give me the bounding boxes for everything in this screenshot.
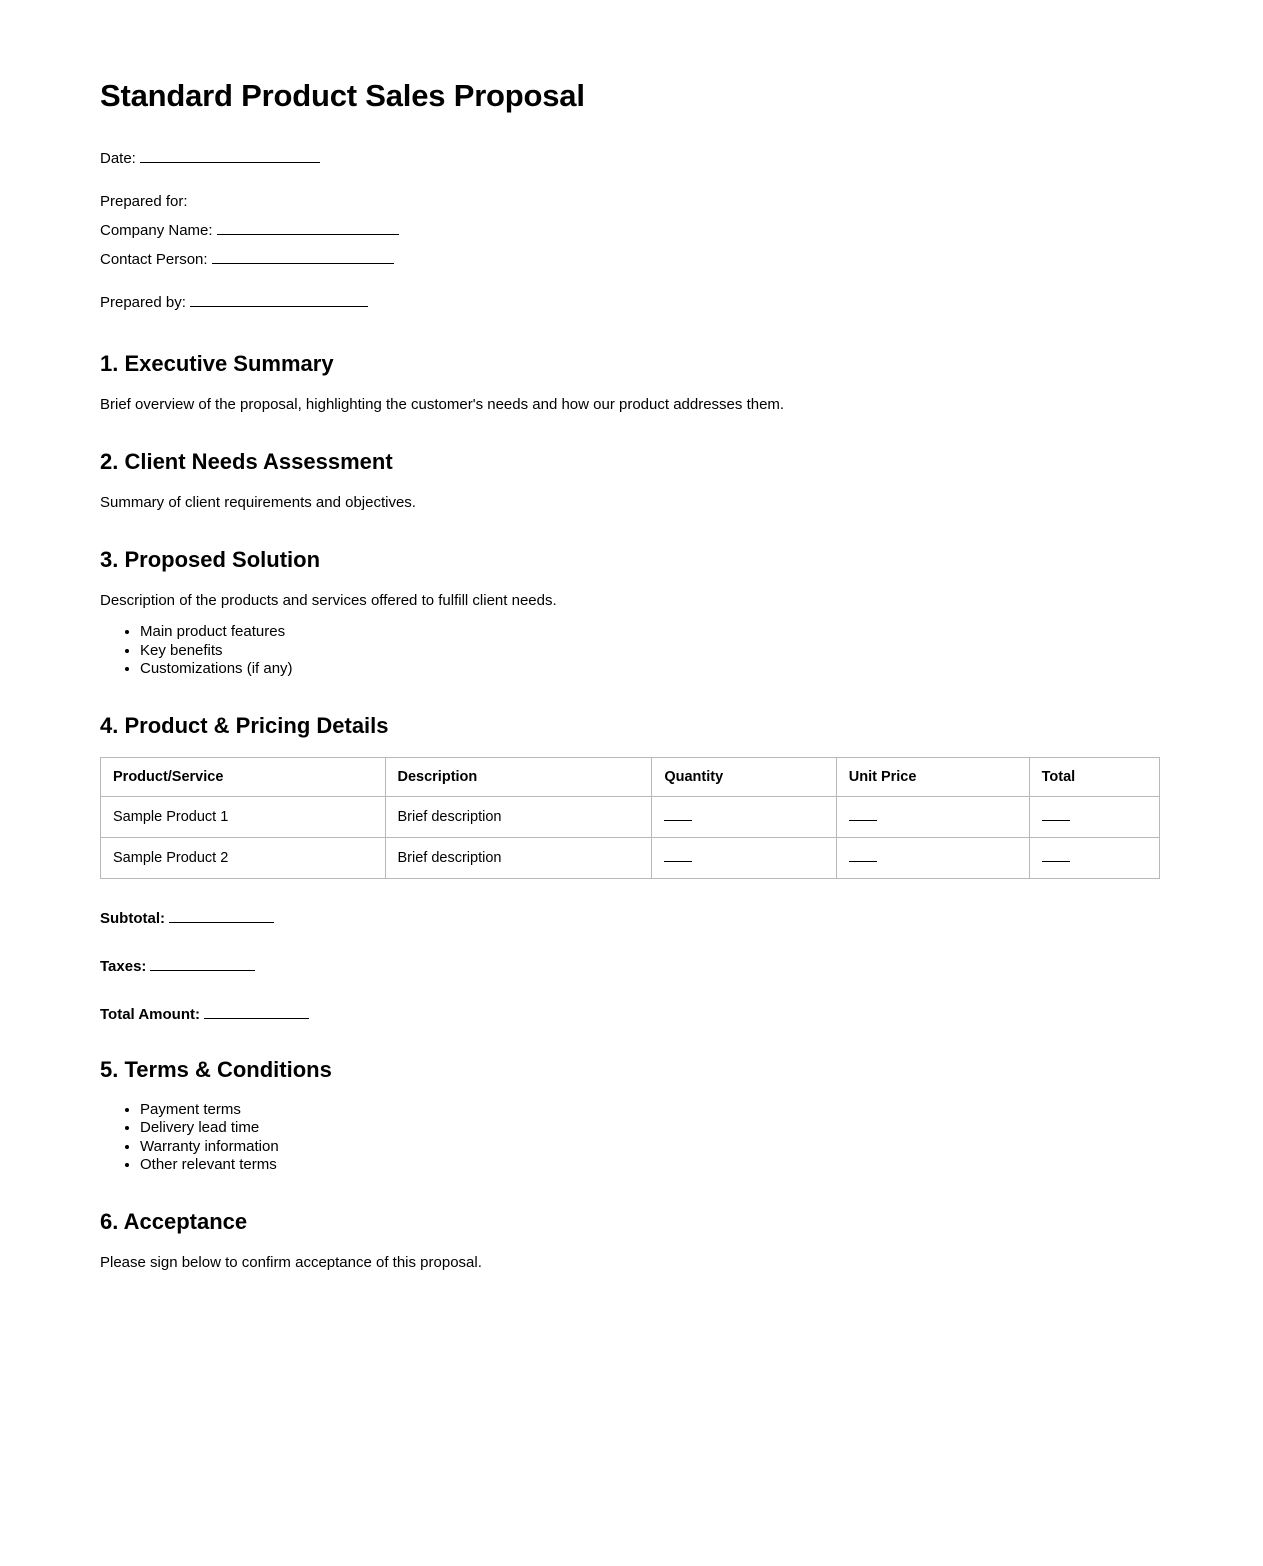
- contact-person-label: Contact Person:: [100, 251, 208, 268]
- company-name-label: Company Name:: [100, 222, 213, 239]
- cell-total[interactable]: [1029, 837, 1159, 878]
- subtotal-label: Subtotal:: [100, 909, 165, 927]
- quantity-input-blank[interactable]: [664, 808, 692, 821]
- column-header-unit-price: Unit Price: [836, 757, 1029, 796]
- list-item: • Customizations (if any): [140, 660, 1163, 679]
- column-header-description: Description: [385, 757, 652, 796]
- cell-description: Brief description: [385, 837, 652, 878]
- section-heading-terms: 5. Terms & Conditions: [100, 1056, 332, 1082]
- date-line: [100, 144, 1163, 173]
- section-text-proposed-solution: Description of the products and services offered to fulfill client needs.: [100, 592, 557, 609]
- list-item: • Warranty information: [140, 1138, 1163, 1157]
- cell-unit-price[interactable]: [836, 837, 1029, 878]
- date-block: [100, 144, 1163, 173]
- section-text-executive-summary: Brief overview of the proposal, highlighting the customer's needs and how our product addresses them.: [100, 396, 785, 413]
- prepared-by-label: Prepared by:: [100, 294, 186, 311]
- contact-person-input-blank[interactable]: [212, 248, 394, 264]
- cell-quantity[interactable]: [652, 796, 836, 837]
- taxes-input-blank[interactable]: [150, 955, 255, 971]
- subtotal-input-blank[interactable]: [169, 907, 274, 923]
- list-item: • Main product features: [140, 623, 1163, 642]
- section-text-client-needs: Summary of client requirements and objectives.: [100, 494, 416, 511]
- pricing-table: [100, 757, 1160, 879]
- section-heading-acceptance: 6. Acceptance: [100, 1208, 248, 1234]
- quantity-input-blank[interactable]: [664, 849, 692, 862]
- section-heading-client-needs: 2. Client Needs Assessment: [100, 449, 393, 474]
- list-item: • Key benefits: [140, 642, 1163, 661]
- list-item: • Payment terms: [140, 1101, 1163, 1120]
- prepared-by-block: [100, 288, 1163, 317]
- contact-person-line: [100, 245, 1163, 274]
- subtotal-row: [100, 907, 1163, 927]
- prepared-by-line: [100, 288, 1163, 317]
- unit-price-input-blank[interactable]: [849, 808, 877, 821]
- table-row: [101, 796, 1160, 837]
- company-name-input-blank[interactable]: [217, 219, 399, 235]
- total-input-blank[interactable]: [1042, 808, 1070, 821]
- section-text-acceptance: Please sign below to confirm acceptance of this proposal.: [100, 1253, 482, 1271]
- column-header-product: Product/Service: [101, 757, 386, 796]
- prepared-for-label: Prepared for:: [100, 193, 188, 210]
- table-header-row: [101, 757, 1160, 796]
- table-row: [101, 837, 1160, 878]
- total-input-blank[interactable]: [1042, 849, 1070, 862]
- column-header-quantity: Quantity: [652, 757, 836, 796]
- cell-product: Sample Product 1: [101, 796, 386, 837]
- proposed-solution-bullet-list: [100, 623, 1163, 679]
- prepared-for-block: [100, 187, 1163, 274]
- terms-bullet-list: [100, 1101, 1163, 1175]
- cell-unit-price[interactable]: [836, 796, 1029, 837]
- column-header-total: Total: [1029, 757, 1159, 796]
- section-heading-pricing: 4. Product & Pricing Details: [100, 712, 389, 738]
- cell-product: Sample Product 2: [101, 837, 386, 878]
- section-heading-executive-summary: 1. Executive Summary: [100, 351, 334, 376]
- page-title: Standard Product Sales Proposal: [100, 78, 585, 113]
- date-input-blank[interactable]: [140, 147, 320, 163]
- taxes-row: [100, 955, 1163, 975]
- taxes-label: Taxes:: [100, 957, 147, 975]
- total-amount-row: [100, 1003, 1163, 1023]
- prepared-by-input-blank[interactable]: [190, 291, 368, 307]
- total-amount-input-blank[interactable]: [204, 1003, 309, 1019]
- section-heading-proposed-solution: 3. Proposed Solution: [100, 547, 321, 572]
- cell-total[interactable]: [1029, 796, 1159, 837]
- cell-quantity[interactable]: [652, 837, 836, 878]
- list-item: • Other relevant terms: [140, 1156, 1163, 1175]
- company-name-line: [100, 216, 1163, 245]
- cell-description: Brief description: [385, 796, 652, 837]
- total-amount-label: Total Amount:: [100, 1005, 200, 1023]
- list-item: • Delivery lead time: [140, 1119, 1163, 1138]
- date-label: Date:: [100, 150, 136, 167]
- unit-price-input-blank[interactable]: [849, 849, 877, 862]
